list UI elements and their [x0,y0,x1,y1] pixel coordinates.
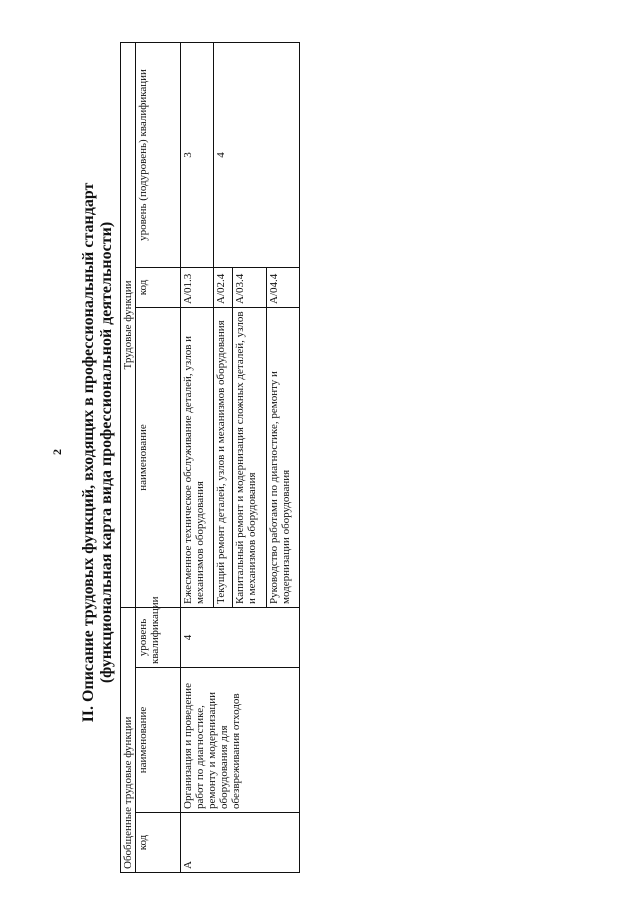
table-header-row-2 [136,42,181,872]
labor-function-level: 3 [181,42,214,267]
header-generalized-functions: Обобщенные трудовые функции [121,607,136,872]
header-labor-code: код [136,267,181,307]
labor-function-code: A/04.4 [266,267,299,307]
section-subtitle: (функциональная карта вида профессиональной деятельности) [98,221,115,684]
functional-map-table [120,42,300,873]
header-qual-level: уровень квалификации [136,607,181,667]
header-sublevel: уровень (подуровень) квалификации [136,42,181,267]
labor-function-code: A/02.4 [214,267,233,307]
table-row [181,42,214,872]
header-labor-name: наименование [136,307,181,607]
section-title: II. Описание трудовых функций, входящих в профессиональный стандарт [80,182,97,723]
table-header-row-1 [121,42,136,872]
generalized-name: Организация и проведение работ по диагностике, ремонту и модернизации оборудования для обезвреживания отходов [181,668,300,813]
labor-function-name: Капитальный ремонт и модернизация сложных деталей, узлов и механизмов оборудования [233,307,266,607]
labor-function-name: Ежесменное техническое обслуживание деталей, узлов и механизмов оборудования [181,307,214,607]
generalized-level: 4 [181,607,300,667]
generalized-code: A [181,813,300,873]
labor-function-code: A/03.4 [233,267,266,307]
labor-function-code: A/01.3 [181,267,214,307]
page-number: 2 [50,449,64,455]
labor-function-name: Текущий ремонт деталей, узлов и механизмов оборудования [214,307,233,607]
labor-function-name: Руководство работами по диагностике, ремонту и модернизации оборудования [266,307,299,607]
header-code: код [136,813,181,873]
labor-function-level: 4 [214,42,300,267]
header-name: наименование [136,668,181,813]
header-labor-functions: Трудовые функции [121,42,136,607]
